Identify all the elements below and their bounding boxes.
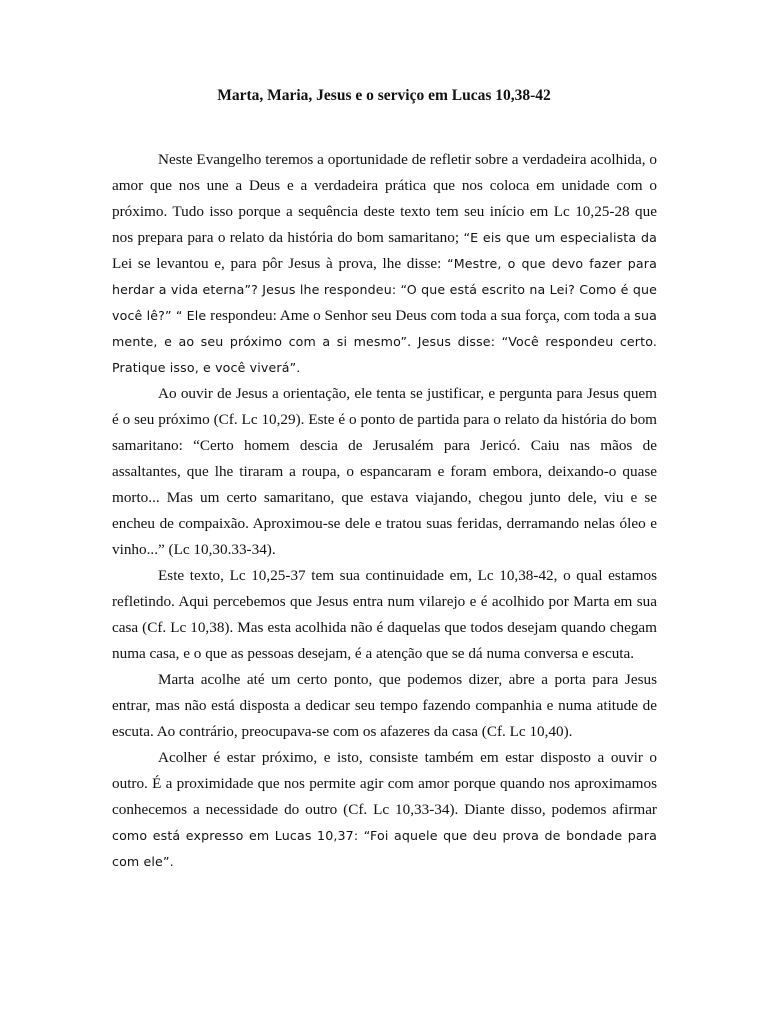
quote-run: “E eis que um especialista da	[463, 230, 657, 245]
quote-run: “Mestre, o que devo fazer para herdar a vida eterna”? Jesus lhe respondeu: “O que está escrito na Lei? Como é que você lê?” “ Ele	[112, 256, 657, 323]
document-body	[112, 147, 657, 875]
text-run: Ao ouvir de Jesus a orientação, ele tenta se justificar, e pergunta para Jesus quem é o seu próximo (Cf. Lc 10,29). Este é o ponto de partida para o relato da história do bom samaritano: “Certo homem descia de Jerusalém para Jericó. Caiu nas mãos de assaltantes, que lhe tiraram a roupa, o espancaram e foram embora, deixando-o quase morto... Mas um certo samaritano, que estava viajando, chegou junto dele, viu e se encheu de compaixão. Aproximou-se dele e tratou suas feridas, derramando nelas óleo e vinho...” (Lc 10,30.33-34).	[112, 385, 657, 558]
paragraph-4	[112, 667, 657, 745]
text-run: Acolher é estar próximo, e isto, consiste também em estar disposto a ouvir o outro. É a proximidade que nos permite agir com amor porque quando nos aproximamos conhecemos a necessidade do outro (Cf. Lc 10,33-34). Diante disso, podemos afirmar	[112, 749, 657, 818]
text-run: Marta acolhe até um certo ponto, que podemos dizer, abre a porta para Jesus entrar, mas não está disposta a dedicar seu tempo fazendo companhia e numa atitude de escuta. Ao contrário, preocupava-se com os afazeres da casa (Cf. Lc 10,40).	[112, 671, 657, 740]
text-run: Neste Evangelho teremos a oportunidade de refletir sobre a verdadeira acolhida, o amor que nos une a Deus e a verdadeira prática que nos coloca em unidade com o próximo. Tudo isso porque a sequência deste texto tem seu início em Lc 10,25-28 que nos prepara para o relato da história do bom samaritano;	[112, 151, 657, 246]
quote-run: sua mente, e ao seu próximo com a si mesmo”. Jesus disse: “Você respondeu certo. Pratique isso, e você viverá”.	[112, 308, 657, 375]
text-run: Lei se levantou e, para pôr Jesus à prova, lhe disse:	[112, 255, 448, 272]
paragraph-1	[112, 147, 657, 381]
paragraph-5	[112, 745, 657, 875]
document-title: Marta, Maria, Jesus e o serviço em Lucas 10,38-42	[217, 87, 551, 104]
quote-run: como está expresso em Lucas 10,37: “Foi aquele que deu prova de bondade para com ele”.	[112, 828, 657, 869]
text-run: respondeu: Ame o Senhor seu Deus com toda a sua força, com toda a	[206, 307, 635, 324]
paragraph-3	[112, 563, 657, 667]
paragraph-2	[112, 381, 657, 563]
text-run: Este texto, Lc 10,25-37 tem sua continuidade em, Lc 10,38-42, o qual estamos refletindo. Aqui percebemos que Jesus entra num vilarejo e é acolhido por Marta em sua casa (Cf. Lc 10,38). Mas esta acolhida não é daquelas que todos desejam quando chegam numa casa, e o que as pessoas desejam, é a atenção que se dá numa conversa e escuta.	[112, 567, 657, 662]
